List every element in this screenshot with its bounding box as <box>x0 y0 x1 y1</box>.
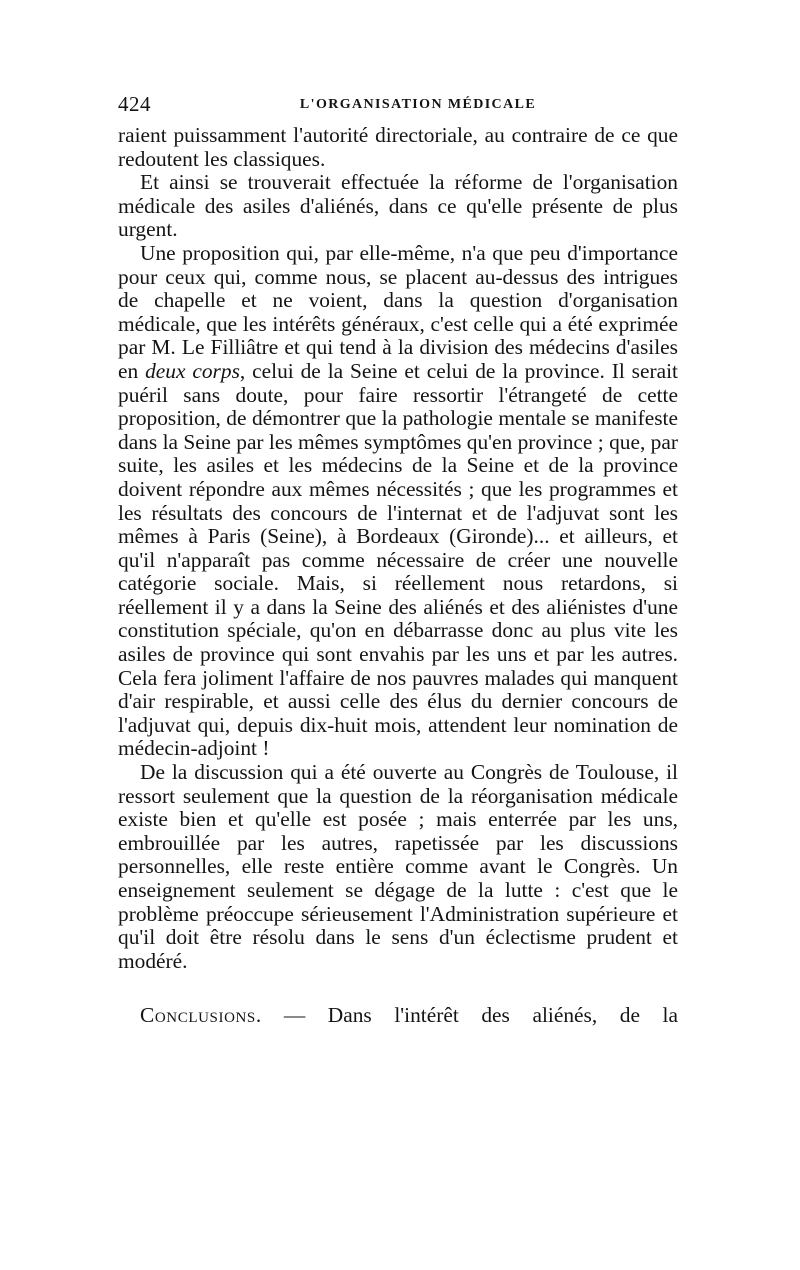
book-page <box>118 92 678 1049</box>
paragraph-continuation: raient puissamment l'autorité directoriale, au contraire de ce que redoutent les classiques. <box>118 123 678 171</box>
emphasis-deux-corps: deux corps <box>145 358 240 383</box>
paragraph-congress: De la discussion qui a été ouverte au Congrès de Toulouse, il ressort seulement que la question de la réorganisation médicale existe bien et qu'elle est posée ; mais enterrée par les uns, embrouillée par les autres, rapetissée par les discussions personnelles, elle reste entière comme avant le Congrès. Un enseignement seulement se dégage de la lutte : c'est que le problème préoccupe sérieusement l'Administration supérieure et qu'il doit être résolu dans le sens d'un éclectisme prudent et modéré. <box>118 760 678 973</box>
page-header <box>118 92 678 124</box>
page-number: 424 <box>118 92 151 116</box>
conclusions-text: . — Dans l'intérêt des aliénés, de la <box>255 1003 678 1028</box>
paragraph-proposition-start: Une proposition qui, par elle-même, n'a que peu d'importance pour ceux qui, comme nous, se placent au-dessus des intrigues de chapelle et ne voient, dans la question d'organisation médicale, que les intérêts généraux, c'est celle qui a été exprimée par M. Le Filliâtre et qui tend à la division des médecins d'asiles en <box>118 240 678 383</box>
running-head: L'ORGANISATION MÉDICALE <box>299 97 537 112</box>
paragraph-proposition <box>118 242 678 761</box>
paragraph-proposition-end: , celui de la Seine et celui de la province. Il serait puéril sans doute, pour faire ressortir l'étrangeté de cette proposition, de démontrer que la pathologie mentale se manifeste dans la Seine par les mêmes symptômes qu'en province ; que, par suite, les asiles et les médecins de la Seine et de la province doivent répondre aux mêmes nécessités ; que les programmes et les résultats des concours de l'internat et de l'adjuvat sont les mêmes à Paris (Seine), à Bordeaux (Gironde)... et ailleurs, et qu'il n'apparaît pas comme nécessaire de créer une nouvelle catégorie sociale. Mais, si réellement nous retardons, si réellement il y a dans la Seine des aliénés et des aliénistes d'une constitution spéciale, qu'on en débarrasse donc au plus vite les asiles de province qui sont envahis par les uns et par les autres. Cela fera joliment l'affaire de nos pauvres malades qui manquent d'air respirable, et aussi celle des élus du dernier concours de l'adjuvat qui, depuis dix-huit mois, attendent leur nomination de médecin-adjoint ! <box>118 358 678 761</box>
body-text <box>118 124 678 973</box>
conclusions-line <box>118 1004 678 1028</box>
paragraph-reform: Et ainsi se trouverait effectuée la réforme de l'organisation médicale des asiles d'aliénés, dans ce qu'elle présente de plus urgent. <box>118 170 678 242</box>
conclusions-heading: Conclusions <box>140 1003 256 1028</box>
